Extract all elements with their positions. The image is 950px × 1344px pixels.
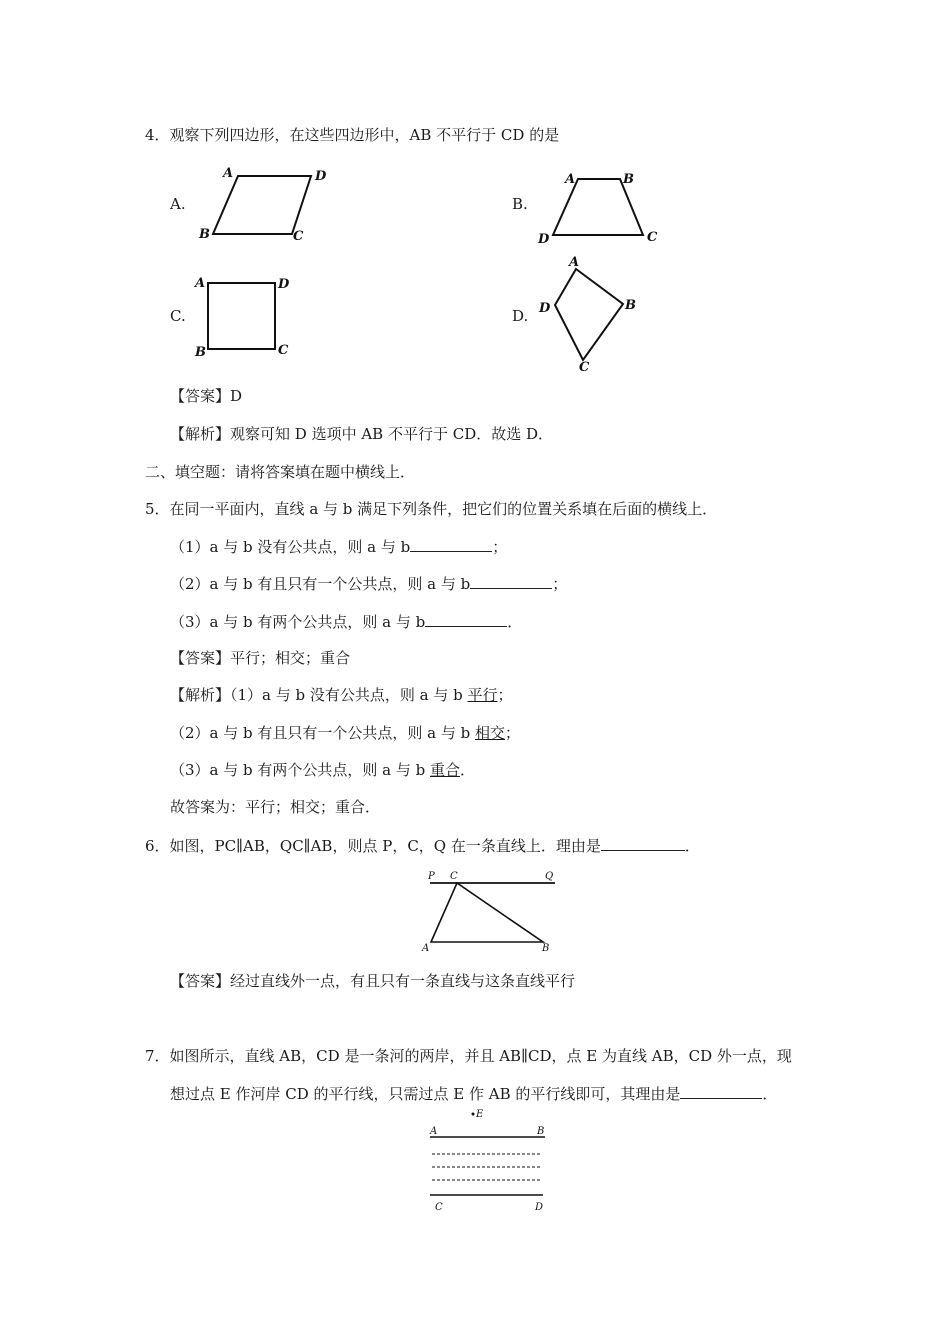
q4-option-b-label: B. bbox=[512, 195, 528, 213]
q7-figure bbox=[425, 1106, 575, 1216]
analysis-tag: 【解析】 bbox=[170, 425, 231, 443]
q5-conclusion: 故答案为：平行；相交；重合． bbox=[170, 798, 381, 816]
q5-answer bbox=[170, 648, 350, 668]
analysis-end: ； bbox=[505, 724, 521, 742]
vertex-label: A bbox=[223, 166, 234, 181]
point-label: A bbox=[422, 943, 430, 954]
vertex-label: A bbox=[195, 276, 206, 291]
q6-stem bbox=[145, 835, 700, 856]
stem-end: ． bbox=[762, 1085, 778, 1103]
answer-tag: 【答案】 bbox=[170, 649, 231, 667]
point-label: B bbox=[537, 1126, 545, 1137]
stem-text: 6．如图，PC∥AB，QC∥AB，则点 P，C，Q 在一条直线上．理由是 bbox=[145, 837, 601, 855]
analysis-end: ． bbox=[460, 761, 476, 779]
analysis-tag: 【解析】 bbox=[170, 686, 231, 704]
answer-value: 平行；相交；重合 bbox=[230, 649, 351, 667]
q5-item-2 bbox=[170, 573, 567, 594]
vertex-label: C bbox=[647, 230, 658, 245]
q4-figure-d bbox=[535, 254, 655, 374]
q4-answer bbox=[170, 386, 242, 406]
vertex-label: B bbox=[625, 298, 636, 313]
answer-blank[interactable] bbox=[425, 611, 507, 627]
q5-analysis-1 bbox=[170, 685, 513, 705]
item-end: ； bbox=[492, 538, 508, 556]
q5-analysis-2 bbox=[170, 723, 520, 743]
item-text: （2）a 与 b 有且只有一个公共点，则 a 与 b bbox=[170, 575, 471, 593]
answer-value: 经过直线外一点，有且只有一条直线与这条直线平行 bbox=[230, 972, 576, 990]
vertex-label: A bbox=[569, 255, 580, 270]
q4-option-a-label: A. bbox=[170, 195, 186, 213]
q5-item-3 bbox=[170, 611, 522, 632]
point-label: Q bbox=[545, 871, 554, 882]
point-label: A bbox=[430, 1126, 438, 1137]
q5-analysis-3 bbox=[170, 760, 475, 780]
vertex-label: B bbox=[195, 345, 206, 360]
answer-blank[interactable] bbox=[680, 1083, 762, 1099]
q4-figure-b bbox=[533, 165, 673, 245]
vertex-label: D bbox=[539, 301, 551, 316]
answer-blank[interactable] bbox=[601, 835, 685, 851]
item-end: ； bbox=[552, 575, 568, 593]
analysis-answer: 相交 bbox=[475, 724, 506, 742]
stem-end: ． bbox=[684, 837, 700, 855]
q4-figure-a bbox=[195, 162, 335, 242]
q4-figure-c bbox=[193, 272, 303, 362]
vertex-label: D bbox=[538, 232, 550, 247]
point-label: E bbox=[476, 1109, 484, 1120]
vertex-label: C bbox=[278, 343, 289, 358]
answer-blank[interactable] bbox=[410, 536, 492, 552]
vertex-label: D bbox=[278, 277, 290, 292]
item-end: ． bbox=[507, 613, 523, 631]
vertex-label: D bbox=[315, 169, 327, 184]
q5-stem: 5．在同一平面内，直线 a 与 b 满足下列条件，把它们的位置关系填在后面的横线上． bbox=[145, 500, 718, 518]
q6-figure bbox=[420, 868, 570, 958]
section-title: 二、填空题：请将答案填在题中横线上． bbox=[145, 463, 416, 481]
q5-item-1 bbox=[170, 536, 507, 557]
stem-text: 想过点 E 作河岸 CD 的平行线，只需过点 E 作 AB 的平行线即可，其理由是 bbox=[170, 1085, 681, 1103]
answer-tag: 【答案】 bbox=[170, 972, 231, 990]
vertex-label: C bbox=[579, 360, 590, 375]
q4-option-d-label: D. bbox=[512, 307, 529, 325]
q4-analysis bbox=[170, 424, 553, 444]
item-text: （1）a 与 b 没有公共点，则 a 与 b bbox=[170, 538, 411, 556]
q4-option-c-label: C. bbox=[170, 307, 186, 325]
q7-stem-line1: 7．如图所示，直线 AB，CD 是一条河的两岸，并且 AB∥CD，点 E 为直线 AB，CD 外一点，现 bbox=[145, 1047, 792, 1065]
vertex-label: A bbox=[565, 172, 576, 187]
vertex-label: B bbox=[623, 172, 634, 187]
vertex-label: C bbox=[293, 229, 304, 244]
analysis-text: （2）a 与 b 有且只有一个公共点，则 a 与 b bbox=[170, 724, 476, 742]
item-text: （3）a 与 b 有两个公共点，则 a 与 b bbox=[170, 613, 426, 631]
analysis-end: ； bbox=[497, 686, 513, 704]
answer-blank[interactable] bbox=[470, 573, 552, 589]
point-label: P bbox=[428, 871, 435, 882]
point-label: B bbox=[542, 943, 550, 954]
vertex-label: B bbox=[199, 227, 210, 242]
analysis-text: （1）a 与 b 没有公共点，则 a 与 b bbox=[230, 686, 468, 704]
q7-stem-line2 bbox=[170, 1083, 777, 1104]
q4-stem: 4．观察下列四边形，在这些四边形中，AB 不平行于 CD 的是 bbox=[145, 126, 560, 144]
answer-tag: 【答案】 bbox=[170, 387, 231, 405]
answer-value: D bbox=[230, 387, 243, 405]
analysis-answer: 重合 bbox=[430, 761, 461, 779]
q6-answer bbox=[170, 971, 575, 991]
point-label: D bbox=[535, 1202, 544, 1213]
analysis-text: （3）a 与 b 有两个公共点，则 a 与 b bbox=[170, 761, 431, 779]
analysis-text: 观察可知 D 选项中 AB 不平行于 CD．故选 D． bbox=[230, 425, 554, 443]
point-label: C bbox=[435, 1202, 443, 1213]
analysis-answer: 平行 bbox=[467, 686, 498, 704]
point-label: C bbox=[450, 871, 458, 882]
